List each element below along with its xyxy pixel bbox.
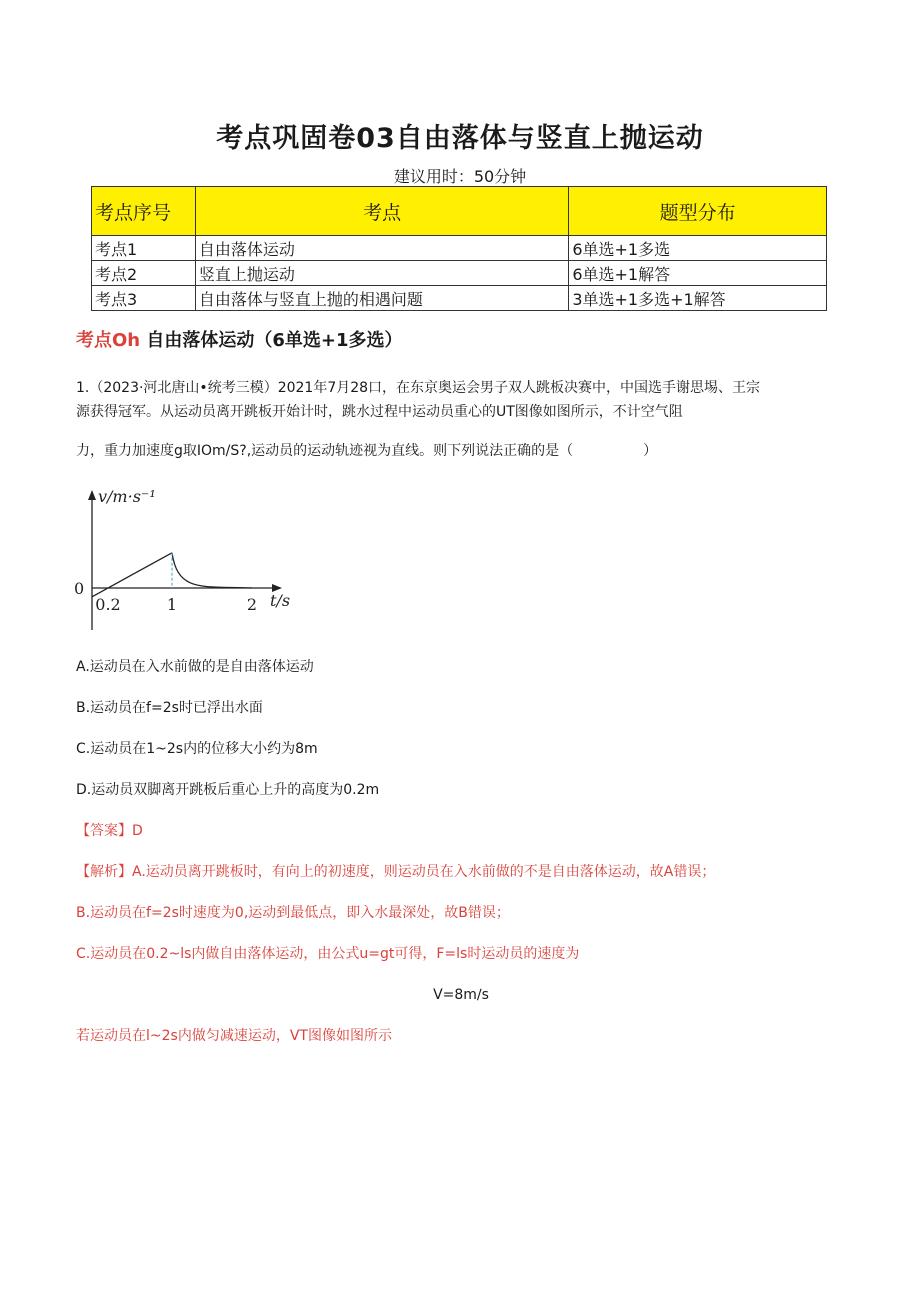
section-prefix: 考点Oh [76, 330, 141, 351]
table-cell: 3单选+1多选+1解答 [569, 286, 827, 311]
analysis-line-d: 若运动员在l~2s内做匀减速运动，VT图像如图所示 [76, 1028, 392, 1044]
answer-value: D [132, 823, 143, 839]
analysis-text: A.运动员离开跳板时，有向上的初速度，则运动员在入水前做的不是自由落体运动，故A错误； [132, 864, 716, 880]
x-tick-label: 2 [246, 595, 258, 614]
page-title: 考点巩固卷03自由落体与竖直上抛运动 [216, 123, 704, 154]
table-cell: 竖直上抛运动 [195, 261, 568, 286]
formula: V=8m∕s [433, 987, 489, 1003]
topic-table [91, 186, 827, 311]
origin-label: 0 [74, 579, 85, 598]
table-cell: 考点2 [92, 261, 196, 286]
table-header-cell: 考点 [195, 187, 568, 236]
table-cell: 考点1 [92, 236, 196, 261]
table-cell: 自由落体运动 [195, 236, 568, 261]
vt-graph [72, 480, 312, 640]
question-line: 1.（2023·河北唐山•统考三模）2021年7月28口，在东京奥运会男子双人跳板决赛中，中国选手谢思埸、王宗 [76, 380, 761, 396]
x-tick-label: 0.2 [95, 595, 121, 614]
suggested-time: 建议用时：50分钟 [393, 167, 527, 186]
table-row [92, 286, 827, 311]
section-heading [76, 326, 403, 352]
series-line-rising [92, 553, 172, 597]
y-axis-label: v/m·s⁻¹ [98, 487, 156, 506]
table-cell: 6单选+1多选 [569, 236, 827, 261]
question-line: 源获得冠军。从运动员离开跳板开始计时，跳水过程中运动员重心的UT图像如图所示，不计空气阻 [76, 404, 683, 420]
table-cell: 考点3 [92, 286, 196, 311]
option-c: C.运动员在1~2s内的位移大小约为8m [76, 741, 318, 757]
table-row [92, 261, 827, 286]
answer-line [76, 821, 846, 841]
question-line: 力，重力加速度g取IOm/S?,运动员的运动轨迹视为直线。则下列说法正确的是（ ） [76, 443, 658, 459]
option-b: B.运动员在f=2s时已浮出水面 [76, 700, 263, 716]
y-axis-arrow [88, 490, 96, 500]
option-d: D.运动员双脚离开跳板后重心上升的高度为0.2m [76, 782, 380, 798]
table-header-row [92, 187, 827, 236]
option-a: A.运动员在入水前做的是自由落体运动 [76, 659, 314, 675]
table-header-cell: 题型分布 [569, 187, 827, 236]
table-row [92, 236, 827, 261]
analysis-label: 【解析】 [76, 864, 132, 880]
answer-label: 【答案】 [76, 823, 132, 839]
section-text: 自由落体运动（6单选+1多选） [146, 330, 403, 351]
x-tick-label: 1 [166, 595, 178, 614]
table-cell: 自由落体与竖直上抛的相遇问题 [195, 286, 568, 311]
analysis-line-a [76, 862, 846, 882]
series-line-decay [172, 553, 252, 588]
x-axis-label: t/s [270, 591, 291, 610]
analysis-line-c: C.运动员在0.2~ls内做自由落体运动，由公式u=gt可得，F=ls时运动员的速度为 [76, 946, 580, 962]
table-cell: 6单选+1解答 [569, 261, 827, 286]
table-header-cell: 考点序号 [92, 187, 196, 236]
analysis-line-b: B.运动员在f=2s时速度为0,运动到最低点，即入水最深处，故B错误； [76, 905, 510, 921]
